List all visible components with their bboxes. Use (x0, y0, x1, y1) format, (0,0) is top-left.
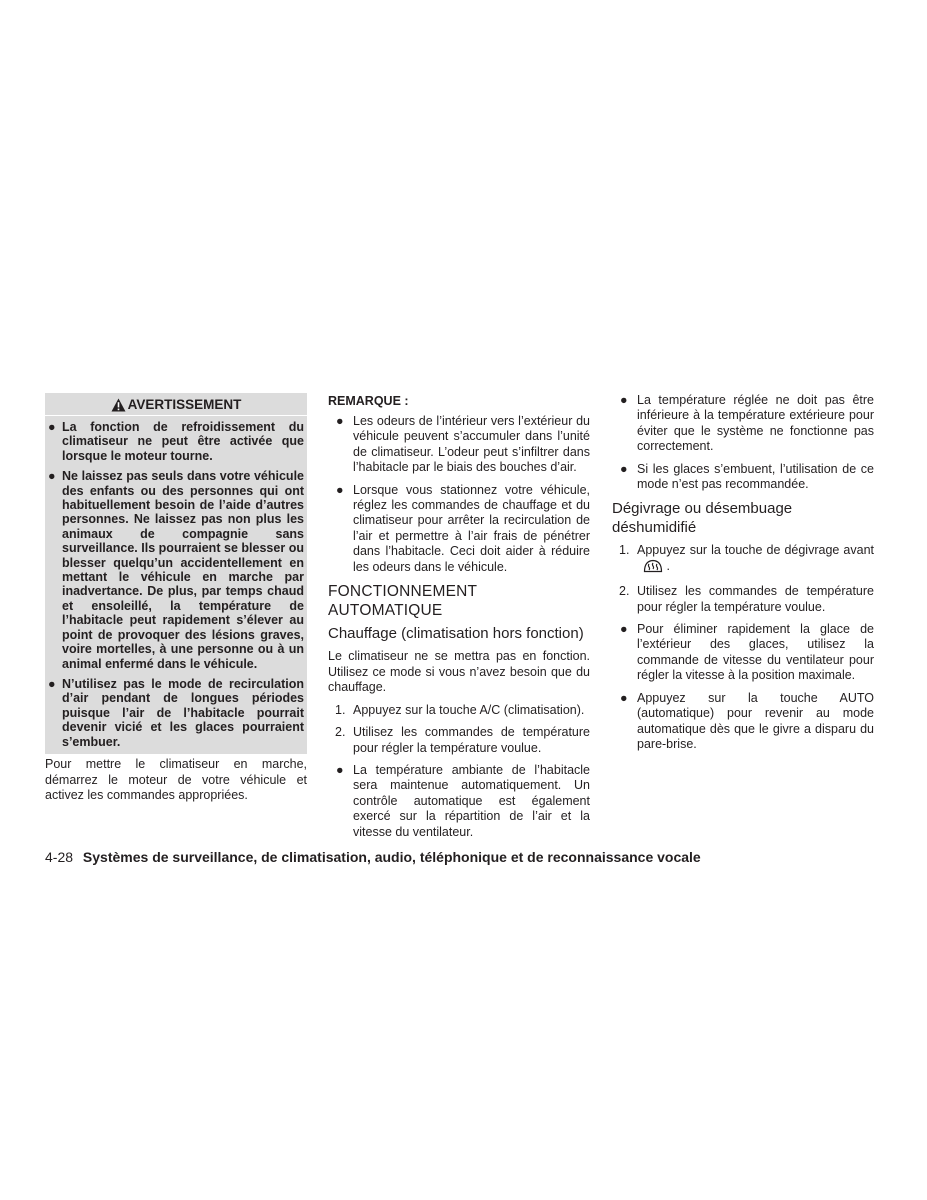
remark-title: REMARQUE : (328, 394, 409, 408)
step-text: Appuyez sur la touche de dégivrage avant (637, 543, 874, 558)
warning-text: N’utilisez pas le mode de recirculation d’air pendant de longues périodes puisque l’air de l’habitacle pourrait devenir vicié et les glaces pourraient s’embuer. (62, 676, 304, 749)
bullet: ● (620, 461, 628, 476)
bullet: ● (336, 482, 344, 497)
step-number: 2. (335, 725, 346, 740)
bullet-text: La température réglée ne doit pas être inférieure à la température extérieure pour éviter que le système ne fonctionne pas correctement. (637, 393, 874, 454)
bullet: ● (48, 420, 56, 434)
column-2 (328, 393, 590, 847)
warning-item (45, 469, 307, 671)
step-number: 1. (335, 702, 346, 717)
warning-text: La fonction de refroidissement du climatiseur ne peut être activée que lorsque le moteur tourne. (62, 420, 304, 463)
bullet-item (612, 691, 874, 753)
column-1 (45, 393, 307, 804)
remark-text: Lorsque vous stationnez votre véhicule, réglez les commandes de chauffage et du climatiseur pour arrêter la recirculation de l’air et permettre à l’air frais de pénétrer dans l’habitacle. Ceci doit aider à réduire les odeurs dans le véhicule. (353, 482, 590, 574)
warning-item (45, 677, 307, 749)
remark-item (328, 414, 590, 476)
page-footer (45, 848, 701, 866)
section-heading: FONCTIONNEMENT AUTOMATIQUE (328, 583, 477, 620)
bullet: ● (620, 690, 628, 705)
bullet-item (612, 462, 874, 493)
bullet-text: Appuyez sur la touche AUTO (automatique) pour revenir au mode automatique dès que le givre a disparu du pare-brise. (637, 690, 874, 751)
front-defroster-icon (643, 559, 663, 577)
bullet: ● (620, 393, 628, 407)
step-number: 2. (619, 584, 630, 599)
step-suffix: . (666, 558, 670, 573)
warning-triangle-icon (111, 398, 126, 412)
warning-header (45, 395, 307, 416)
bullet: ● (336, 414, 344, 428)
step-text: Appuyez sur la touche A/C (climatisation). (353, 702, 585, 717)
page-number: 4-28 (45, 849, 74, 865)
intro-paragraph: Le climatiseur ne se mettra pas en fonction. Utilisez ce mode si vous n’avez besoin que du chauffage. (328, 649, 590, 695)
bullet-item (612, 393, 874, 455)
step-item (328, 725, 590, 756)
bullet: ● (336, 763, 344, 778)
step-item (612, 584, 874, 615)
step-item (612, 543, 874, 577)
bullet: ● (48, 676, 56, 691)
warning-item (45, 420, 307, 463)
bullet-text: La température ambiante de l’habitacle sera maintenue automatiquement. Un contrôle automatique est également exercé sur la répartition de l’air et la vitesse du ventilateur. (353, 763, 590, 839)
bullet-item (612, 622, 874, 684)
bullet-text: Si les glaces s’embuent, l’utilisation de ce mode n’est pas recommandée. (637, 461, 874, 492)
warning-text: Ne laissez pas seuls dans votre véhicule des enfants ou des personnes qui ont habituellement besoin de l’aide d’autres personnes. Ne laissez pas non plus les animaux de compagnie sans surveillance. Ils pourraient se blesser ou blesser quelqu’un accidentellement en mettant le véhicule en marche par inadvertance. De plus, par temps chaud et ensoleillé, la température de l’habitacle peut rapidement s’élever au point de provoquer des lésions graves, voire mortelles, à une personne ou à un animal enfermé dans le véhicule. (62, 469, 304, 671)
step-number: 1. (619, 543, 630, 558)
bullet-item (328, 763, 590, 840)
step-text: Utilisez les commandes de température pour régler la température voulue. (353, 725, 590, 755)
subsection-heading: Dégivrage ou désembuage déshumidifié (612, 500, 793, 537)
warning-title: AVERTISSEMENT (127, 397, 242, 412)
bullet-text: Pour éliminer rapidement la glace de l’extérieur des glaces, utilisez la commande de vitesse du ventilateur pour régler la vitesse à la position maximale. (637, 622, 874, 683)
remark-item (328, 483, 590, 575)
step-text: Utilisez les commandes de température pour régler la température voulue. (637, 584, 874, 614)
footer-title: Systèmes de surveillance, de climatisation, audio, téléphonique et de reconnaissance vocale (82, 849, 701, 865)
subsection-heading: Chauffage (climatisation hors fonction) (328, 625, 584, 643)
bullet: ● (48, 469, 56, 484)
step-item (328, 703, 590, 718)
warning-box (45, 393, 307, 754)
body-paragraph: Pour mettre le climatiseur en marche, démarrez le moteur de votre véhicule et activez les commandes appropriées. (45, 756, 307, 803)
bullet: ● (620, 622, 628, 637)
remark-text: Les odeurs de l’intérieur vers l’extérieur du véhicule peuvent s’accumuler dans l’unité de climatiseur. L’odeur peut s’infiltrer dans l’habitacle par le biais des bouches d’air. (353, 414, 590, 475)
column-3 (612, 393, 874, 759)
